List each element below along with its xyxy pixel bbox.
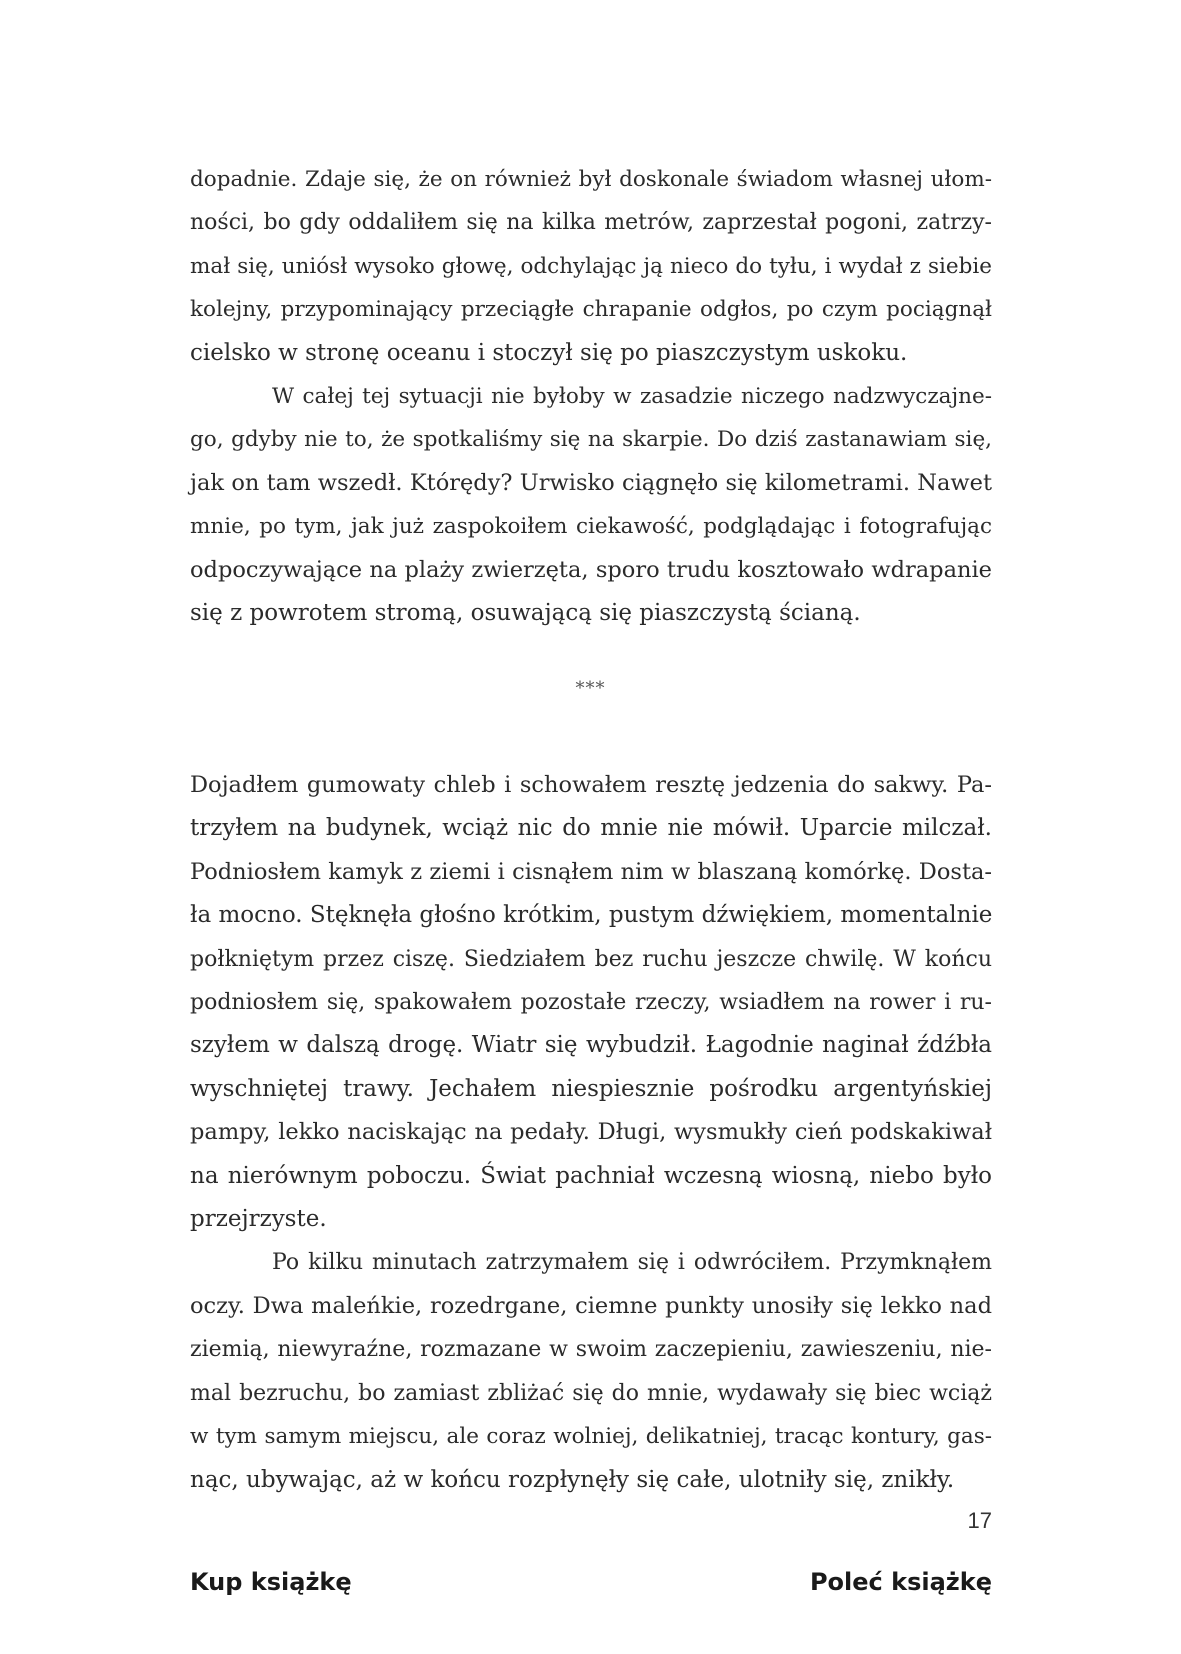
text-line: ności, bo gdy oddaliłem się na kilka metrów, zaprzestał pogoni, zatrzy- <box>190 210 992 236</box>
text-line: na nierównym poboczu. Świat pachniał wczesną wiosną, niebo było <box>190 1162 992 1189</box>
text-line: W całej tej sytuacji nie byłoby w zasadzie niczego nadzwyczajne- <box>272 384 992 410</box>
text-line: mal bezruchu, bo zamiast zbliżać się do mnie, wydawały się biec wciąż <box>190 1380 992 1406</box>
text-line: przejrzyste. <box>190 1206 327 1233</box>
text-line: go, gdyby nie to, że spotkaliśmy się na skarpie. Do dziś zastanawiam się, <box>190 427 992 453</box>
text-line: Podniosłem kamyk z ziemi i cisnąłem nim w blaszaną komórkę. Dosta- <box>190 858 992 885</box>
text-line: odpoczywające na plaży zwierzęta, sporo trudu kosztowało wdrapanie <box>190 556 992 583</box>
text-line: cielsko w stronę oceanu i stoczył się po piaszczystym uskoku. <box>190 339 908 366</box>
text-section-1 <box>190 158 992 635</box>
text-line: Po kilku minutach zatrzymałem się i odwróciłem. Przymknąłem <box>272 1250 992 1276</box>
section-separator: *** <box>575 678 606 699</box>
text-line: ziemią, niewyraźne, rozmazane w swoim zaczepieniu, zawieszeniu, nie- <box>190 1337 992 1363</box>
text-line: jak on tam wszedł. Którędy? Urwisko ciągnęło się kilometrami. Nawet <box>190 469 992 496</box>
text-line: w tym samym miejscu, ale coraz wolniej, delikatniej, tracąc kontury, gas- <box>190 1424 992 1450</box>
text-line: szyłem w dalszą drogę. Wiatr się wybudził. Łagodnie naginał źdźbła <box>190 1032 992 1059</box>
text-line: trzyłem na budynek, wciąż nic do mnie nie mówił. Uparcie milczał. <box>190 815 992 842</box>
text-line: mnie, po tym, jak już zaspokoiłem ciekawość, podglądając i fotografując <box>190 514 992 540</box>
recommend-book-link[interactable]: Poleć książkę <box>809 1568 992 1596</box>
text-line: ła mocno. Stęknęła głośno krótkim, pustym dźwiękiem, momentalnie <box>190 902 993 929</box>
text-section-2 <box>190 764 992 1502</box>
text-line: Dojadłem gumowaty chleb i schowałem resztę jedzenia do sakwy. Pa- <box>190 772 992 798</box>
text-line: mał się, uniósł wysoko głowę, odchylając ją nieco do tyłu, i wydał z siebie <box>190 253 992 279</box>
text-line: podniosłem się, spakowałem pozostałe rzeczy, wsiadłem na rower i ru- <box>190 990 992 1016</box>
text-line: kolejny, przypominający przeciągłe chrapanie odgłos, po czym pociągnął <box>190 297 992 323</box>
text-line: się z powrotem stromą, osuwającą się piaszczystą ścianą. <box>190 600 861 627</box>
text-line: dopadnie. Zdaje się, że on również był doskonale świadom własnej ułom- <box>190 167 992 192</box>
buy-book-link[interactable]: Kup książkę <box>190 1568 352 1596</box>
page-number: 17 <box>967 1508 992 1533</box>
text-line: oczy. Dwa maleńkie, rozedrgane, ciemne punkty unosiły się lekko nad <box>190 1292 992 1319</box>
text-line: połkniętym przez ciszę. Siedziałem bez ruchu jeszcze chwilę. W końcu <box>190 946 992 972</box>
text-line: pampy, lekko naciskając na pedały. Długi, wysmukły cień podskakiwał <box>190 1119 992 1146</box>
text-line: wyschniętej trawy. Jechałem niespiesznie pośrodku argentyńskiej <box>190 1075 992 1102</box>
text-line: nąc, ubywając, aż w końcu rozpłynęły się całe, ulotniły się, znikły. <box>190 1466 955 1493</box>
